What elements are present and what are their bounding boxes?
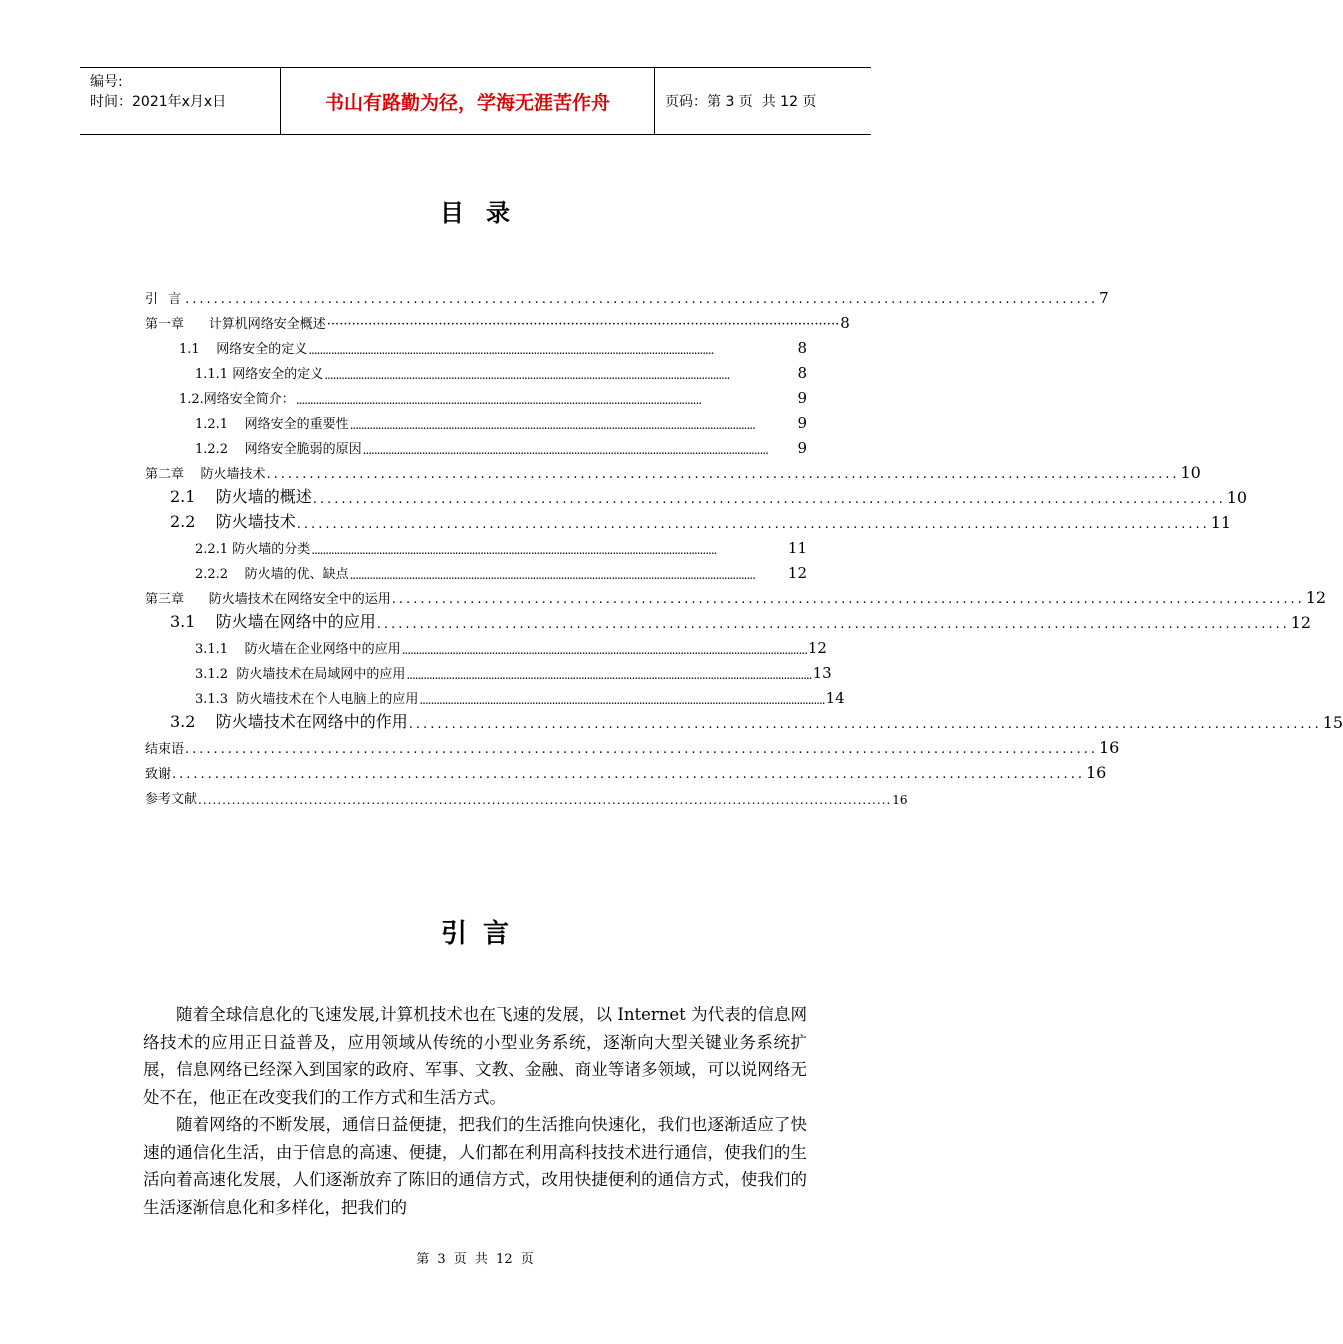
toc-leader-dots: ................................................................................................................................................ — [324, 368, 730, 382]
toc-entry-page: 10 — [1226, 488, 1248, 507]
header-page-info: 页码：第 3 页 共 12 页 — [665, 94, 817, 110]
toc-title: 目录 — [440, 199, 532, 227]
toc-entry[interactable] — [170, 610, 1312, 632]
toc-entry-label: 3.1.2 防火墙技术在局域网中的应用 — [195, 667, 406, 682]
toc-entry-label: 第二章 防火墙技术 — [145, 467, 266, 482]
toc-entry-page: 9 — [797, 389, 807, 407]
toc-entry[interactable] — [195, 560, 807, 582]
toc-entry[interactable] — [170, 485, 1248, 507]
toc-entry-label: 2.1 防火墙的概述 — [170, 487, 312, 506]
toc-leader-dots: ................................................................................................................................ — [296, 517, 1210, 532]
toc-entry-label: 第一章 计算机网络安全概述 — [145, 317, 326, 332]
toc-leader-dots: ................................................................................................................................................ — [308, 343, 714, 357]
intro-paragraph: 随着网络的不断发展，通信日益便捷，把我们的生活推向快速化，我们也逐渐适应了快速的通信化生活，由于信息的高速、便捷，人们都在利用高科技技术进行通信，使我们的生活向着高速化发展，人们逐渐放弃了陈旧的通信方式，改用快捷便利的通信方式，使我们的生活逐渐信息化和多样化，把我们的 — [143, 1115, 807, 1217]
toc-entry-page: 12 — [807, 639, 827, 657]
toc-entry-label: 致谢 — [145, 767, 172, 782]
header-page-info-cell — [655, 68, 871, 134]
toc-entry[interactable] — [145, 310, 850, 332]
toc-leader-dots: ................................................................................................................................ — [312, 492, 1226, 507]
toc-entry-label: 第三章 防火墙技术在网络安全中的运用 — [145, 592, 391, 607]
toc-leader-dots: ................................................................................................................................ — [185, 742, 1098, 757]
header-motto: 书山有路勤为径，学海无涯苦作舟 — [281, 68, 655, 134]
toc-entry[interactable] — [195, 435, 807, 457]
toc-entry-page: 8 — [797, 339, 807, 357]
toc-leader-dots: ................................................................................................................................................ — [362, 443, 768, 457]
toc-entry-page: 11 — [1210, 513, 1232, 532]
intro-paragraph: 随着全球信息化的飞速发展,计算机技术也在飞速的发展，以 Internet 为代表的信息网络技术的应用正日益普及，应用领域从传统的小型业务系统，逐渐向大型关键业务系统扩展，信息网络已经深入到国家的政府、军事、文教、金融、商业等诸多领域，可以说网络无处不在，他正在改变我们的工作方式和生活方式。 — [143, 1005, 807, 1107]
intro-title: 引言 — [440, 919, 525, 949]
toc-entry[interactable] — [195, 660, 832, 682]
toc-entry[interactable] — [145, 785, 908, 807]
toc-leader-dots: ................................................................................................................................................ — [311, 543, 717, 557]
toc-entry-page: 12 — [787, 564, 807, 582]
toc-entry-label: 结束语 — [145, 742, 185, 757]
toc-entry-label: 2.2 防火墙技术 — [170, 512, 296, 531]
toc-leader-dots: ................................................................................................................................................ — [349, 418, 755, 432]
toc-entry-page: 12 — [1305, 588, 1327, 607]
toc-entry[interactable] — [170, 710, 1343, 732]
toc-entry[interactable] — [145, 460, 1201, 482]
toc-entry[interactable] — [179, 335, 807, 357]
toc-entry-page: 16 — [892, 793, 908, 807]
toc-entry-page: 12 — [1290, 613, 1312, 632]
toc-leader-dots: ................................................................................................................................................ — [401, 643, 807, 657]
toc-entry-label: 2.2.2 防火墙的优、缺点 — [195, 567, 349, 582]
toc-leader-dots: ................................................................................................................................................ — [198, 793, 892, 807]
header-left-cell — [80, 68, 281, 134]
toc-entry-page: 7 — [1099, 289, 1112, 307]
toc-entry-label: 3.2 防火墙技术在网络中的作用 — [170, 712, 408, 731]
document-number-label: 编号: — [90, 74, 123, 90]
toc-entry-page: 11 — [787, 539, 807, 557]
toc-entry-label: 1.1 网络安全的定义 — [179, 342, 308, 357]
toc-entry-label: 1.2.网络安全简介： — [179, 392, 295, 407]
toc-entry[interactable] — [170, 510, 1232, 532]
toc-entry[interactable] — [179, 385, 807, 407]
document-time-label: 时间：2021年x月x日 — [90, 94, 227, 110]
toc-entry-page: 10 — [1180, 463, 1201, 482]
toc-entry-label: 1.1.1 网络安全的定义 — [195, 367, 324, 382]
toc-entry[interactable] — [195, 635, 827, 657]
toc-entry-label: 1.2.2 网络安全脆弱的原因 — [195, 442, 362, 457]
toc-entry[interactable] — [195, 360, 807, 382]
toc-entry-label: 2.2.1 防火墙的分类 — [195, 542, 311, 557]
toc-entry-page: 9 — [797, 439, 807, 457]
toc-entry-page: 9 — [797, 414, 807, 432]
toc-entry-page: 16 — [1098, 738, 1120, 757]
toc-leader-dots: ................................................................................................................................................ — [419, 693, 825, 707]
toc-entry-page: 15 — [1322, 713, 1343, 732]
toc-entry-page: 14 — [825, 689, 845, 707]
toc-entry[interactable] — [195, 685, 845, 707]
toc-entry-label: 3.1.1 防火墙在企业网络中的应用 — [195, 642, 401, 657]
toc-leader-dots: ................................................................................................................................ — [408, 717, 1322, 732]
toc-entry-page: 13 — [812, 664, 832, 682]
toc-leader-dots: ................................................................................................................................ — [376, 617, 1290, 632]
toc-leader-dots: ···························································································································· — [326, 317, 840, 332]
toc-leader-dots: ................................................................................................................................ — [172, 767, 1085, 782]
toc-entry[interactable] — [145, 760, 1107, 782]
toc-entry[interactable] — [145, 735, 1120, 757]
toc-entry-label: 参考文献 — [145, 792, 198, 807]
toc-entry-page: 8 — [840, 314, 850, 332]
page-header — [80, 67, 871, 135]
page-footer: 第 3 页 共 12 页 — [416, 1252, 534, 1267]
toc-entry-label: 3.1 防火墙在网络中的应用 — [170, 612, 376, 631]
toc-entry[interactable] — [145, 585, 1327, 607]
toc-entry[interactable] — [195, 535, 807, 557]
toc-leader-dots: ................................................................................................................................................ — [406, 668, 812, 682]
intro-body — [143, 1001, 807, 1221]
toc-entry-label: 1.2.1 网络安全的重要性 — [195, 417, 349, 432]
toc-leader-dots: ................................................................................................................................................ — [295, 393, 702, 407]
toc-leader-dots: ................................................................................................................................ — [391, 592, 1305, 607]
toc-entry-label: 引 言 — [145, 292, 185, 307]
toc-leader-dots: ................................................................................................................................ — [185, 292, 1099, 307]
toc-entry-page: 16 — [1085, 763, 1107, 782]
toc-entry[interactable] — [145, 285, 1112, 307]
toc-entry-label: 3.1.3 防火墙技术在个人电脑上的应用 — [195, 692, 419, 707]
toc-entry[interactable] — [195, 410, 807, 432]
toc-entry-page: 8 — [797, 364, 807, 382]
toc-leader-dots: ................................................................................................................................................ — [349, 568, 755, 582]
toc-leader-dots: ................................................................................................................................ — [266, 467, 1180, 482]
